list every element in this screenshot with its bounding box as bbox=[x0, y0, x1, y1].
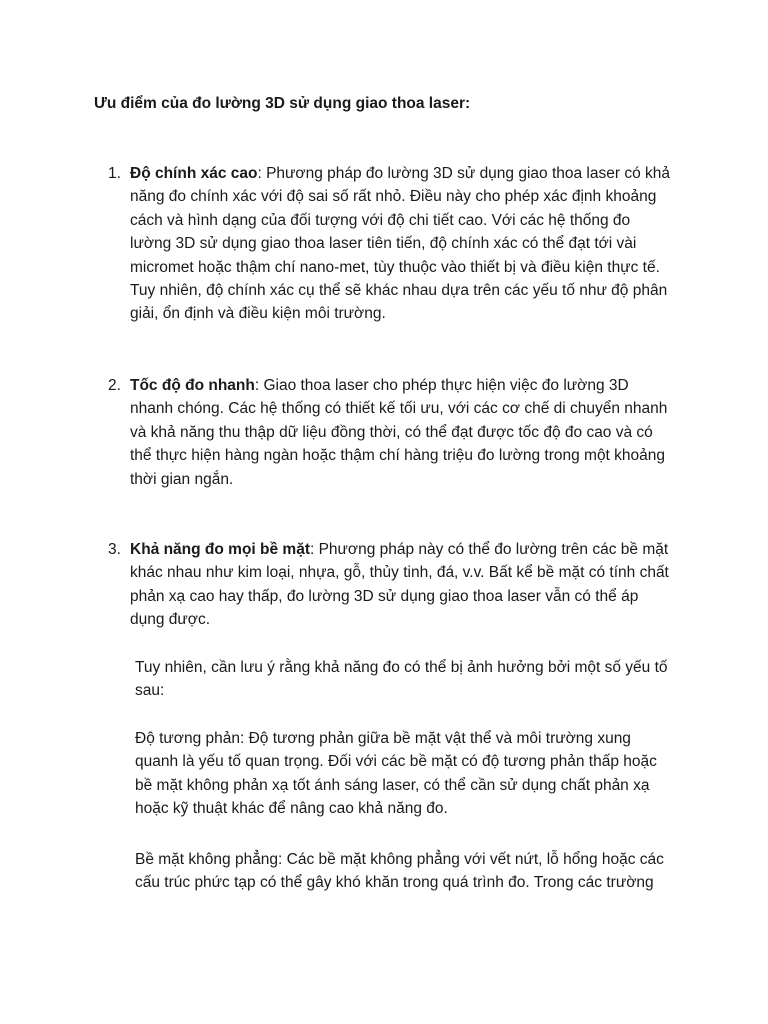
list-item-term: Tốc độ đo nhanh bbox=[130, 377, 255, 394]
list-item-speed bbox=[108, 374, 673, 491]
list-number: 3. bbox=[108, 541, 121, 558]
list-item-term: Độ chính xác cao bbox=[130, 165, 258, 182]
list-item-text: : Giao thoa laser cho phép thực hiện việc đo lường 3D nhanh chóng. Các hệ thống có thiết kế tối ưu, với các cơ chế di chuyển nhanh và khả năng thu thập dữ liệu đồng thời, có thể đạt được tốc độ đo cao và có thể thực hiện hàng ngàn hoặc thậm chí hàng triệu đo lường trong một khoảng thời gian ngắn. bbox=[130, 377, 668, 488]
list-item-surfaces bbox=[108, 538, 673, 632]
list-number: 1. bbox=[108, 165, 121, 182]
list-item-text: : Phương pháp đo lường 3D sử dụng giao thoa laser có khả năng đo chính xác với độ sai số rất nhỏ. Điều này cho phép xác định khoảng cách và hình dạng của đối tượng với độ chi tiết cao. Với các hệ thống đo lường 3D sử dụng giao thoa laser tiên tiến, độ chính xác có thể đạt tới vài micromet hoặc thậm chí nano-met, tùy thuộc vào thiết bị và điều kiện thực tế. Tuy nhiên, độ chính xác cụ thể sẽ khác nhau dựa trên các yếu tố như độ phân giải, ổn định và điều kiện môi trường. bbox=[130, 165, 671, 323]
list-item-body bbox=[130, 162, 673, 326]
document-title: Ưu điểm của đo lường 3D sử dụng giao thoa laser: bbox=[94, 95, 471, 112]
list-item-term: Khả năng đo mọi bề mặt bbox=[130, 541, 310, 558]
list-item-accuracy bbox=[108, 162, 673, 326]
list-item-body bbox=[130, 374, 673, 491]
uneven-surface-paragraph: Bề mặt không phẳng: Các bề mặt không phẳng với vết nứt, lỗ hổng hoặc các cấu trúc phức tạp có thể gây khó khăn trong quá trình đo. Trong các trường bbox=[135, 851, 664, 892]
note-paragraph: Tuy nhiên, cần lưu ý rằng khả năng đo có thể bị ảnh hưởng bởi một số yếu tố sau: bbox=[135, 659, 668, 700]
list-number: 2. bbox=[108, 377, 121, 394]
contrast-paragraph: Độ tương phản: Độ tương phản giữa bề mặt vật thể và môi trường xung quanh là yếu tố quan trọng. Đối với các bề mặt có độ tương phản thấp hoặc bề mặt không phản xạ tốt ánh sáng laser, có thể cần sử dụng chất phản xạ hoặc kỹ thuật khác để nâng cao khả năng đo. bbox=[135, 730, 657, 818]
list-item-body bbox=[130, 538, 673, 632]
list-item-text: : Phương pháp này có thể đo lường trên các bề mặt khác nhau như kim loại, nhựa, gỗ, thủy tinh, đá, v.v. Bất kể bề mặt có tính chất phản xạ cao hay thấp, đo lường 3D sử dụng giao thoa laser vẫn có thể áp dụng được. bbox=[130, 541, 669, 629]
